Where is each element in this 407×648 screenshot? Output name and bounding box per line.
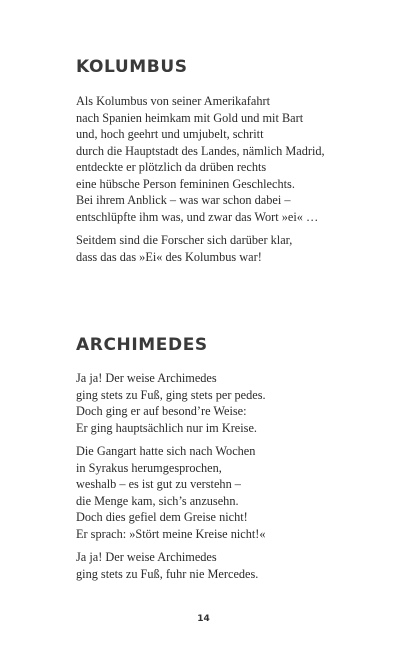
verse-line: in Syrakus herumgesprochen, (76, 460, 222, 475)
verse-line: ging stets zu Fuß, fuhr nie Mercedes. (76, 566, 259, 581)
verse-line: entschlüpfte ihm was, und zwar das Wort »ei« … (76, 209, 319, 224)
verse-line: ging stets zu Fuß, ging stets per pedes. (76, 387, 266, 402)
verse-line: Er ging hauptsächlich nur im Kreise. (76, 420, 257, 435)
stanza (76, 93, 376, 225)
verse-line: Als Kolumbus von seiner Amerikafahrt (76, 94, 270, 108)
stanza (76, 549, 376, 582)
verse-line: Er sprach: »Stört meine Kreise nicht!« (76, 526, 266, 541)
verse-line: Ja ja! Der weise Archimedes (76, 371, 217, 385)
verse-line: weshalb – es ist gut zu verstehn – (76, 477, 241, 491)
verse-line: die Menge kam, sich’s anzusehn. (76, 493, 239, 508)
poem-archimedes (76, 370, 376, 589)
verse-line: entdeckte er plötzlich da drüben rechts (76, 160, 267, 174)
poem-title-archimedes: ARCHIMEDES (76, 335, 208, 355)
verse-line: Bei ihrem Anblick – was war schon dabei – (76, 193, 291, 207)
verse-line: Ja ja! Der weise Archimedes (76, 550, 217, 564)
verse-line: durch die Hauptstadt des Landes, nämlich Madrid, (76, 143, 325, 158)
verse-line: Die Gangart hatte sich nach Wochen (76, 444, 256, 458)
verse-line: dass das das »Ei« des Kolumbus war! (76, 249, 262, 264)
stanza (76, 370, 376, 436)
poem-title-kolumbus: KOLUMBUS (76, 57, 188, 77)
verse-line: Doch ging er auf besond’re Weise: (76, 404, 247, 418)
stanza (76, 232, 376, 265)
stanza (76, 443, 376, 542)
verse-line: nach Spanien heimkam mit Gold und mit Bart (76, 110, 304, 125)
verse-line: Seitdem sind die Forscher sich darüber klar, (76, 233, 293, 247)
verse-line: eine hübsche Person femininen Geschlechts. (76, 176, 295, 191)
page-number: 14 (197, 614, 210, 624)
poem-kolumbus (76, 93, 376, 272)
verse-line: Doch dies gefiel dem Greise nicht! (76, 510, 248, 524)
verse-line: und, hoch geehrt und umjubelt, schritt (76, 127, 264, 141)
